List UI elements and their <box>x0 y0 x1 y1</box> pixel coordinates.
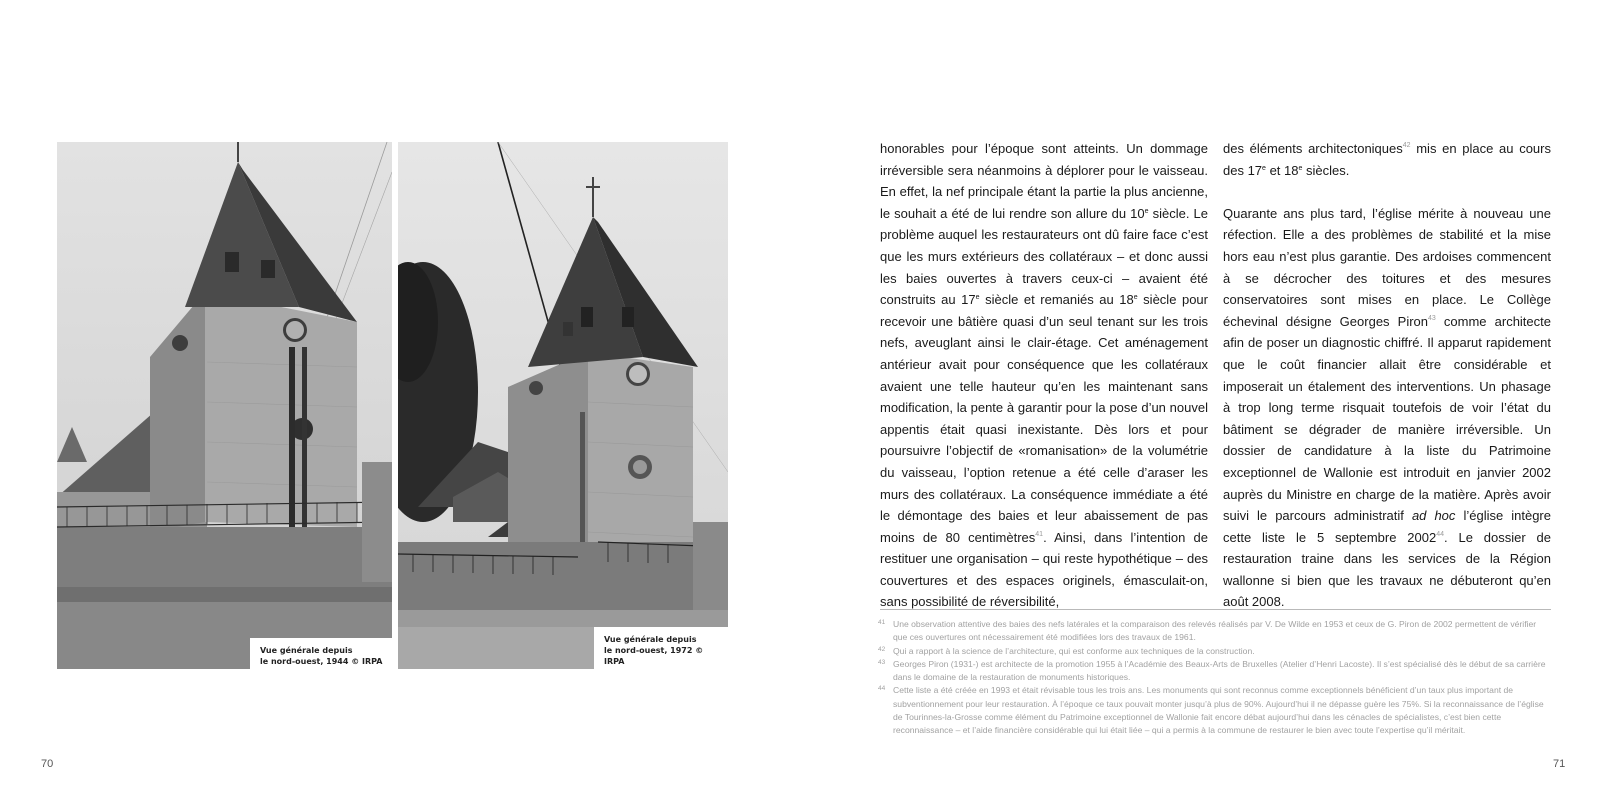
page-number-left: 70 <box>41 758 54 770</box>
body-column-left <box>880 138 1208 613</box>
photo-caption-1944-line1: Vue générale depuis <box>260 646 353 655</box>
footnote-ref-44[interactable]: 44 <box>1436 530 1445 538</box>
ordinal-suffix: e <box>1298 164 1303 172</box>
text-run: l’église intègre cette liste le 5 septembre 2002 <box>1223 508 1551 545</box>
italic-term: ad hoc <box>1411 508 1456 524</box>
ordinal-suffix: e <box>975 294 980 302</box>
church-photo-1972-image <box>398 142 728 669</box>
text-run: et 18 <box>1265 162 1299 178</box>
footnote-text: Qui a rapport à la science de l’architecture, qui est conforme aux techniques de la construction. <box>893 645 1255 656</box>
footnote-number: 43 <box>878 658 886 666</box>
photo-caption-1972-line1: Vue générale depuis <box>604 635 697 644</box>
footnote-text: Cette liste a été créée en 1993 et était révisable tous les trois ans. Les monuments qui sont reconnus comme exceptionnels bénéficient d’un taux plus important de subventionnement pour leur restauration. À l’époque ce taux pouvait monter jusqu’à plus de 90%. Aujourd’hui il ne dépasse guère les 75%. Si la reconnaissance de l’église de Tourinnes-la-Grosse comme élément du Patrimoine exceptionnel de Wallonie fait encore débat aujourd’hui dans les cénacles de spécialistes, c’est bien cette reconnaissance – et l’aide financière considérable qui lui était liée – qui a permis à la commune de restaurer le bien avec toute l’expertise qu’il méritait. <box>893 685 1544 736</box>
church-photo-1972 <box>398 142 728 669</box>
text-run: honorables pour l’époque sont atteints. Un dommage irréversible sera néanmoins à déplorer pour le vaisseau. En effet, la nef principale étant la partie la plus ancienne, le souhait a été de lui rendre son allure du 10 <box>880 141 1208 221</box>
church-photo-1944 <box>57 142 392 669</box>
footnote-text: Une observation attentive des baies des nefs latérales et la comparaison des relevés réalisés par V. De Wilde en 1953 et ceux de G. Piron de 2002 permettent de vérifier que ces ouvertures ont nécessairement été modifiées lors des travaux de 1961. <box>893 619 1537 643</box>
text-run: siècle. Le problème auquel les restaurateurs ont dû faire face c’est que les murs extérieurs des collatéraux – et donc aussi les baies ouvertes à travers ceux-ci – avaient été construits au 17 <box>880 205 1208 308</box>
text-run: siècles. <box>1302 162 1350 178</box>
footnote-text: Georges Piron (1931-) est architecte de la promotion 1955 à l’Académie des Beaux-Arts de Bruxelles (Atelier d’Henri Lacoste). Il s’est spécialisé dès le début de sa carrière dans le domaine de la restauration de monuments historiques. <box>893 658 1546 683</box>
page-number-right: 71 <box>1553 758 1566 770</box>
ordinal-suffix: e <box>1262 164 1266 172</box>
photo-caption-1944 <box>250 638 392 669</box>
body-column-right <box>1223 138 1551 613</box>
body-paragraph-left <box>880 138 1208 613</box>
footnote-number: 42 <box>878 645 886 653</box>
footnote-41 <box>878 618 1551 645</box>
photo-caption-1972 <box>594 627 728 669</box>
text-run: Quarante ans plus tard, l’église mérite à nouveau une réfection. Elle a des problèmes de stabilité et la mise hors eau n’est plus garantie. Des ardoises commencent à se décrocher des toitures et des mesures conservatoires sont mises en place. Le Collège échevinal désigne Georges Piron <box>1223 205 1551 329</box>
footnote-ref-41[interactable]: 41 <box>1035 530 1044 538</box>
footnote-ref-43[interactable]: 43 <box>1428 314 1436 322</box>
footnote-divider <box>880 609 1551 610</box>
footnote-number: 41 <box>878 619 886 626</box>
footnote-43 <box>878 658 1551 685</box>
text-run: des éléments architectoniques <box>1223 141 1403 156</box>
photo-caption-1944-line2: le nord-ouest, 1944 © IRPA <box>260 657 383 666</box>
body-paragraph-right-2 <box>1223 203 1551 613</box>
body-paragraph-right-1 <box>1223 138 1551 181</box>
text-run: siècle pour recevoir une bâtière quasi d’un seul tenant sur les trois nefs, aveuglant ainsi le clair-étage. Cet aménagement antérieur avait pour conséquence que les collatéraux avaient une telle hauteur qu’en les maintenant sans modification, la pente à garantir pour la pose d’un nouvel appentis était quasi inexistante. Dès lors et pour poursuivre l’objectif de «romanisation» de la volumétrie du vaisseau, l’option retenue a été celle d’araser les murs des collatéraux. La conséquence immédiate a été le démontage des baies et leur abaissement de pas moins de 80 centimètres <box>880 292 1208 545</box>
footnote-ref-42[interactable]: 42 <box>1402 142 1411 149</box>
text-run: . Ainsi, dans l’intention de restituer une organisation – qui reste hypothétique – des couvertures et des espaces originels, émasculait-on, sans possibilité de réversibilité, <box>880 529 1208 610</box>
footnote-42 <box>878 645 1551 658</box>
footnote-number: 44 <box>878 685 886 693</box>
text-run: siècle et remaniés au 18 <box>979 292 1134 308</box>
text-run: mis en place au cours des 17 <box>1223 141 1551 178</box>
footnotes <box>878 618 1551 738</box>
church-photo-1944-image <box>57 142 392 669</box>
ordinal-suffix: e <box>1144 207 1149 215</box>
photo-caption-1972-line2: le nord-ouest, 1972 © IRPA <box>604 646 704 666</box>
ordinal-suffix: e <box>1133 294 1138 302</box>
footnote-44 <box>878 684 1551 737</box>
text-run: . Le dossier de restauration traine dans les services de la Région wallonne si bien que les travaux ne débuteront qu’en août 2008. <box>1223 529 1551 610</box>
text-run: comme architecte afin de poser un diagnostic chiffré. Il apparut rapidement que le coût financier allait être considérable et imposerait un étalement des interventions. Un phasage à trop long terme risquait toutefois de voir l’état du bâtiment se dégrader de manière irréversible. Un dossier de candidature à la liste du Patrimoine exceptionnel de Wallonie est introduit en janvier 2002 auprès du Ministre en charge de la matière. Après avoir suivi le parcours administratif <box>1223 313 1551 524</box>
